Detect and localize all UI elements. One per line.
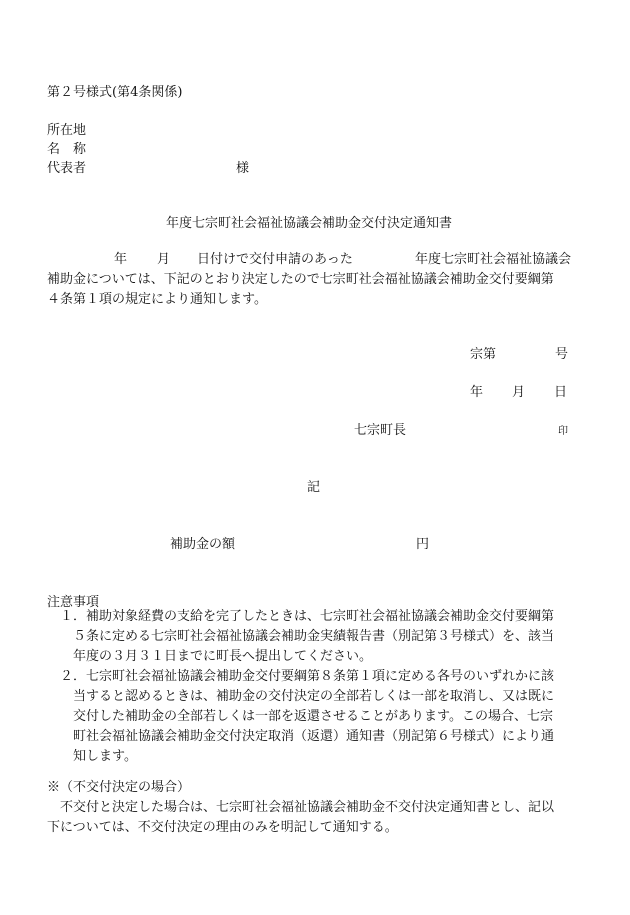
location-label: 所在地 xyxy=(47,123,87,138)
body-text-a: 日付けで交付申請のあった xyxy=(197,252,353,267)
note-2-number: ２． xyxy=(60,669,87,684)
non-grant-paragraph xyxy=(47,798,581,838)
note-1-number: １． xyxy=(60,609,87,624)
note-1-line-3: 年度の３月３１日までに町長へ提出してください。 xyxy=(73,649,373,664)
note-item-1 xyxy=(60,607,580,667)
note-2-line-1: 七宗町社会福祉協議会補助金交付要綱第８条第１項に定める各号のいずれかに該 xyxy=(86,669,555,684)
ki-heading: 記 xyxy=(307,480,321,495)
notes-heading: 注意事項 xyxy=(47,595,100,610)
date-month: 月 xyxy=(512,385,526,400)
non-grant-line-2: 下については、不交付決定の理由のみを明記して通知する。 xyxy=(47,820,398,835)
date-day: 日 xyxy=(554,385,568,400)
body-line-2: 補助金については、下記のとおり決定したので七宗町社会福祉協議会補助金交付要綱第 xyxy=(47,272,554,287)
honorific: 様 xyxy=(236,161,250,176)
date-year: 年 xyxy=(470,385,484,400)
note-1-line-2: ５条に定める七宗町社会福祉協議会補助金実績報告書（別記第３号様式）を、該当 xyxy=(73,629,555,644)
note-1-line-1: 補助対象経費の支給を完了したときは、七宗町社会福祉協議会補助金交付要綱第 xyxy=(86,609,555,624)
doc-number-prefix: 宗第 xyxy=(470,347,497,362)
name-label: 名 称 xyxy=(47,142,87,157)
doc-number-suffix: 号 xyxy=(555,347,569,362)
body-line-1 xyxy=(47,250,581,270)
note-2-line-2: 当すると認めるときは、補助金の交付決定の全部若しくは一部を取消し、又は既に xyxy=(73,689,555,704)
body-month: 月 xyxy=(157,252,171,267)
amount-label: 補助金の額 xyxy=(170,537,236,552)
representative-label: 代表者 xyxy=(47,161,87,176)
non-grant-line-1: 不交付と決定した場合は、七宗町社会福祉協議会補助金不交付決定通知書とし、記以 xyxy=(60,800,555,815)
seal-mark: 印 xyxy=(558,426,568,437)
body-text-b: 年度七宗町社会福祉協議会 xyxy=(415,252,572,267)
note-2-line-4: 町社会福祉協議会補助金交付決定取消（返還）通知書（別記第６号様式）により通 xyxy=(73,729,555,744)
note-2-line-3: 交付した補助金の全部若しくは一部を返還させることがあります。この場合、七宗 xyxy=(73,709,553,724)
note-2-line-5: 知します。 xyxy=(73,749,137,764)
note-item-2 xyxy=(60,667,580,767)
body-line-3: ４条第１項の規定により通知します。 xyxy=(47,292,267,307)
non-grant-heading: ※（不交付決定の場合） xyxy=(47,780,191,795)
body-year: 年 xyxy=(114,252,128,267)
body-paragraph xyxy=(47,250,581,310)
form-number: 第２号様式(第4条関係) xyxy=(47,85,183,100)
document-title: 年度七宗町社会福祉協議会補助金交付決定通知書 xyxy=(166,216,453,231)
issuer-title: 七宗町長 xyxy=(354,423,407,438)
amount-unit: 円 xyxy=(416,537,430,552)
